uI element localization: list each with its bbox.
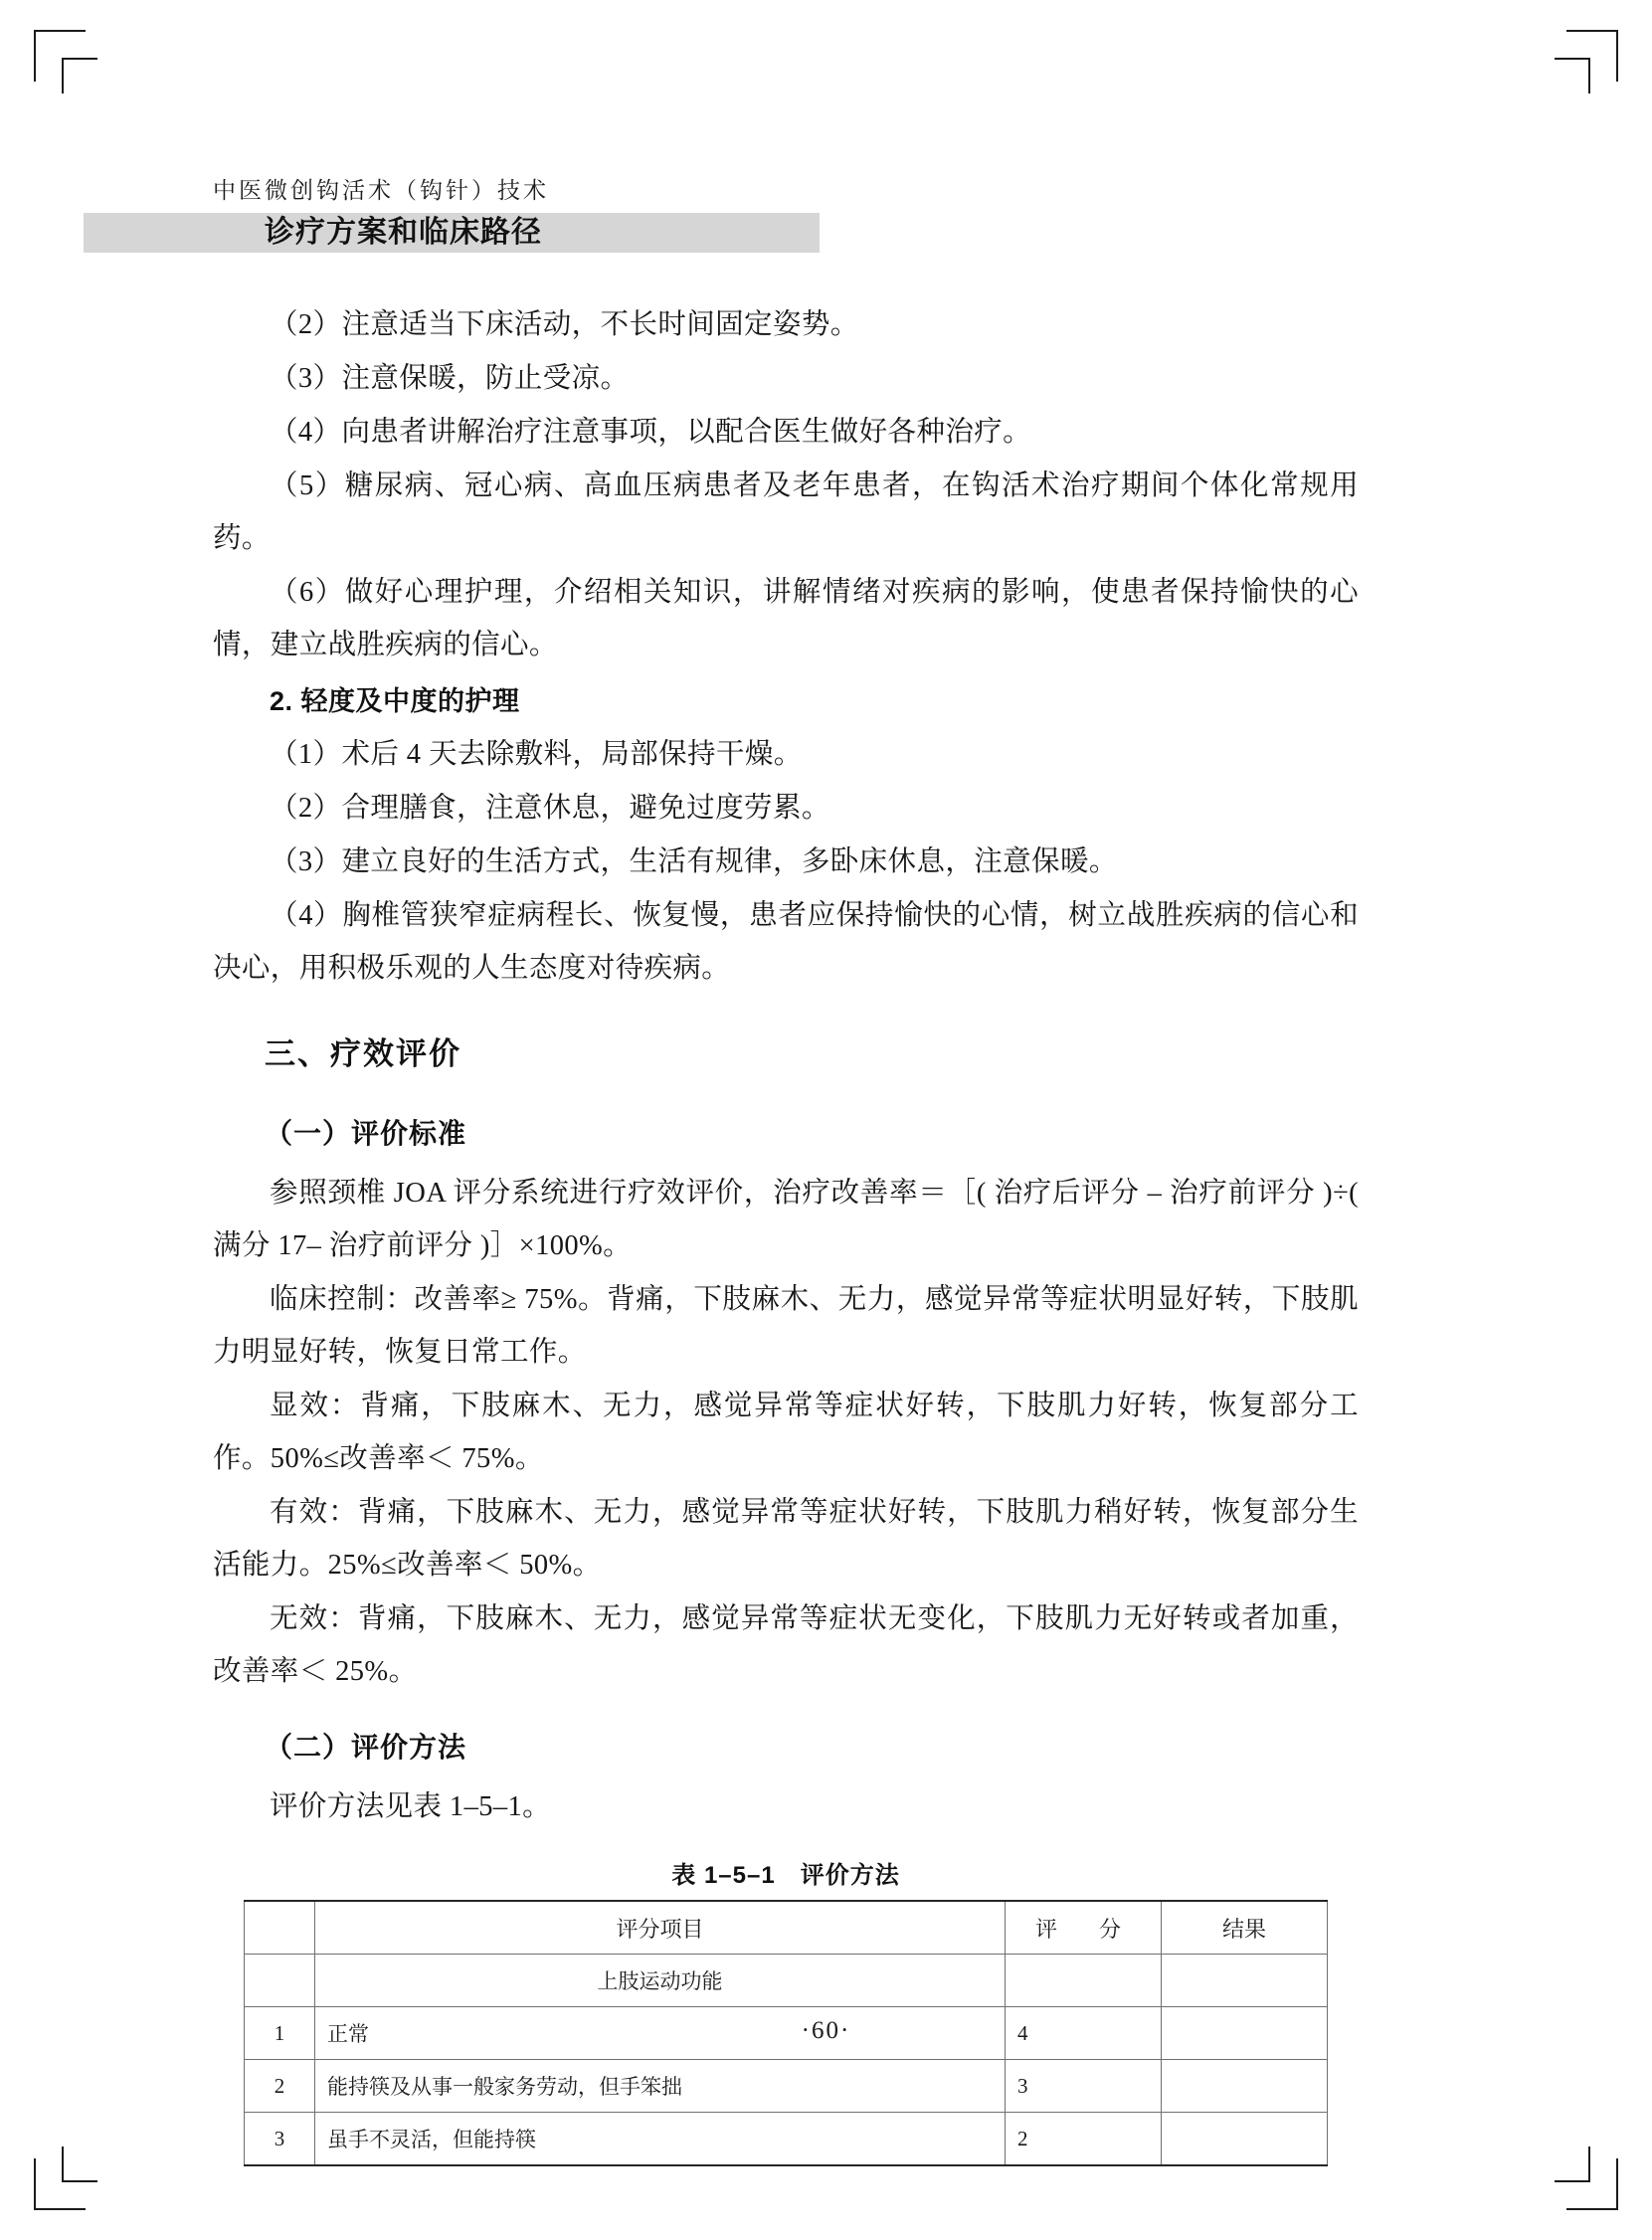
care-paragraph-4: （4）胸椎管狭窄症病程长、恢复慢，患者应保持愉快的心情，树立战胜疾病的信心和决心，用积极乐观的人生态度对待疾病。 <box>213 900 1359 984</box>
criteria-marked-effect: 显效：背痛，下肢麻木、无力，感觉异常等症状好转，下肢肌力好转，恢复部分工作。50%≤改善率＜ 75%。 <box>213 1391 1359 1474</box>
row-index: 3 <box>245 2113 315 2166</box>
table-header-item: 评分项目 <box>315 1901 1006 1955</box>
group-row-result <box>1162 1955 1328 2007</box>
inner-crop-mark-top-right <box>1555 58 1590 93</box>
table-caption: 表 1–5–1 评价方法 <box>671 1862 900 1889</box>
table-header-score: 评 分 <box>1006 1901 1162 1955</box>
paragraph-5: （5）糖尿病、冠心病、高血压病患者及老年患者，在钩活术治疗期间个体化常规用药。 <box>213 470 1359 554</box>
row-result <box>1162 2060 1328 2113</box>
group-row-index <box>245 1955 315 2007</box>
criteria-effective: 有效：背痛，下肢麻木、无力，感觉异常等症状好转，下肢肌力稍好转，恢复部分生活能力。25%≤改善率＜ 50%。 <box>213 1497 1359 1581</box>
subsection-heading-evaluation-criteria: （一）评价标准 <box>265 1118 467 1149</box>
row-item: 能持筷及从事一般家务劳动，但手笨拙 <box>315 2060 1006 2113</box>
paragraph-3: （3）注意保暖，防止受凉。 <box>270 363 630 394</box>
group-row-label: 上肢运动功能 <box>315 1955 1006 2007</box>
row-score: 2 <box>1006 2113 1162 2166</box>
row-index: 2 <box>245 2060 315 2113</box>
row-item: 虽手不灵活，但能持筷 <box>315 2113 1006 2166</box>
care-paragraph-3: （3）建立良好的生活方式，生活有规律，多卧床休息，注意保暖。 <box>270 846 1118 877</box>
row-index: 1 <box>245 2007 315 2060</box>
section-heading-efficacy-evaluation: 三、疗效评价 <box>265 1036 461 1071</box>
inner-crop-mark-bottom-right <box>1555 2147 1590 2182</box>
care-paragraph-2: （2）合理膳食，注意休息，避免过度劳累。 <box>270 793 830 824</box>
method-intro: 评价方法见表 1–5–1。 <box>270 1791 552 1822</box>
row-item: 正常 <box>315 2007 1006 2060</box>
table-header-index <box>245 1901 315 1955</box>
book-title: 中医微创钩活术（钩针）技术 <box>213 178 549 203</box>
inner-crop-mark-bottom-left <box>62 2147 97 2182</box>
inner-crop-mark-top-left <box>62 58 97 93</box>
criteria-clinical-control: 临床控制：改善率≥ 75%。背痛，下肢麻木、无力，感觉异常等症状明显好转，下肢肌力明显好转，恢复日常工作。 <box>213 1284 1359 1368</box>
subheading-moderate-care: 2. 轻度及中度的护理 <box>270 686 520 716</box>
criteria-ineffective: 无效：背痛，下肢麻木、无力，感觉异常等症状无变化，下肢肌力无好转或者加重，改善率＜ 25%。 <box>213 1603 1359 1687</box>
group-row-score <box>1006 1955 1162 2007</box>
criteria-formula: 参照颈椎 JOA 评分系统进行疗效评价，治疗改善率＝［( 治疗后评分 – 治疗前评分 )÷( 满分 17– 治疗前评分 )］×100%。 <box>213 1178 1359 1261</box>
paragraph-6: （6）做好心理护理，介绍相关知识，讲解情绪对疾病的影响，使患者保持愉快的心情，建立战胜疾病的信心。 <box>213 577 1359 660</box>
subsection-heading-evaluation-method: （二）评价方法 <box>265 1732 467 1763</box>
paragraph-2: （2）注意适当下床活动，不长时间固定姿势。 <box>270 309 859 340</box>
paragraph-4: （4）向患者讲解治疗注意事项，以配合医生做好各种治疗。 <box>270 417 1032 448</box>
page-content <box>213 298 1359 2166</box>
table-row <box>245 2060 1328 2113</box>
row-result <box>1162 2113 1328 2166</box>
table-group-row <box>245 1955 1328 2007</box>
table-header-result: 结果 <box>1162 1901 1328 1955</box>
book-subtitle: 诊疗方案和临床路径 <box>265 216 542 249</box>
care-paragraph-1: （1）术后 4 天去除敷料，局部保持干燥。 <box>270 739 803 770</box>
running-head <box>213 177 1307 249</box>
row-score: 4 <box>1006 2007 1162 2060</box>
table-row <box>245 2113 1328 2166</box>
page-number: ·60· <box>801 2017 851 2044</box>
row-score: 3 <box>1006 2060 1162 2113</box>
table-header-row <box>245 1901 1328 1955</box>
